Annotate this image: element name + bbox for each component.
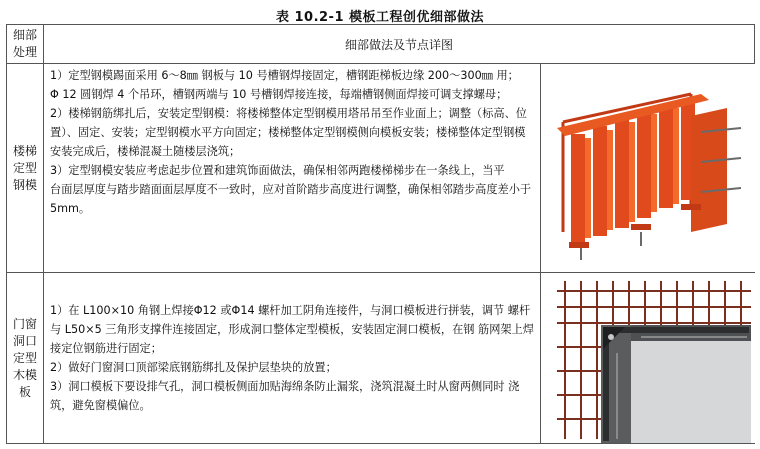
detail-table [6, 24, 755, 444]
table-row-stair [7, 64, 755, 273]
paragraph: 2）楼梯钢筋绑扎后，安装定型钢模：将楼梯整体定型钢模用塔吊吊至作业面上；调整（标高、位置）、固定、安装；定型钢模水平方向固定；楼梯整体定型钢模侧向模板安装；楼梯整体定型钢模安装完成后，楼梯混凝土随楼层浇筑； [50, 107, 527, 158]
opening-formwork-image-cell [541, 273, 755, 444]
header-details: 细部做法及节点详图 [44, 25, 755, 64]
stair-formwork-image-cell [541, 64, 755, 273]
paragraph: 2）做好门窗洞口顶部梁底钢筋绑扎及保护层垫块的放置； [50, 361, 337, 374]
header-category-line: 处理 [12, 45, 37, 59]
header-category-line: 细部 [12, 28, 37, 42]
table-row-opening [7, 273, 755, 444]
row-label-line: 门窗 [12, 316, 37, 331]
opening-formwork-image [541, 273, 755, 443]
paragraph: Φ 12 圆钢焊 4 个吊环，槽钢两端与 10 号槽钢焊接连接，每端槽钢侧面焊接可调支撑螺母； [50, 88, 508, 101]
row-label-line: 钢模 [12, 177, 37, 192]
paragraph: 1）在 L100×10 角钢上焊接Φ12 或Φ14 螺杆加工阴角连接件，与洞口模板进行拼装，调节 螺杆与 L50×5 三角形支撑件连接固定，形成洞口整体定型模板，安装固定洞口模板，在钢 筋网架上焊接定位钢筋进行固定； [50, 304, 534, 355]
header-category [7, 25, 44, 64]
row-label-line: 木模 [12, 367, 37, 382]
paragraph: 3）洞口模板下要设排气孔，洞口模板侧面加贴海绵条防止漏浆，浇筑混凝土时从窗两侧同时 浇筑，避免窗模偏位。 [50, 380, 520, 412]
paragraph: 3）定型钢模安装应考虑起步位置和建筑饰面做法，确保相邻两跑楼梯梯步在一条线上，当平 [50, 164, 505, 177]
row-text-stair [44, 64, 541, 273]
paragraph: 1）定型钢模踢面采用 6～8㎜ 钢板与 10 号槽钢焊接固定，槽钢距梯板边缘 200～300㎜ 用； [50, 69, 519, 82]
table-title: 表 10.2-1 模板工程创优细部做法 [275, 10, 485, 25]
row-label-line: 楼梯 [12, 143, 37, 158]
row-label-opening [7, 273, 44, 444]
row-label-line: 定型 [12, 160, 37, 175]
stair-formwork-image [541, 64, 755, 272]
table-header-row [7, 25, 755, 64]
row-label-line: 板 [18, 384, 31, 399]
row-text-opening [44, 273, 541, 444]
row-label-line: 定型 [12, 350, 37, 365]
row-label-stair [7, 64, 44, 273]
paragraph: 台面层厚度与踏步踏面面层厚度不一致时，应对首阶踏步高度进行调整，确保相邻踏步高度差小于 5mm。 [50, 183, 532, 215]
row-label-line: 洞口 [12, 333, 37, 348]
